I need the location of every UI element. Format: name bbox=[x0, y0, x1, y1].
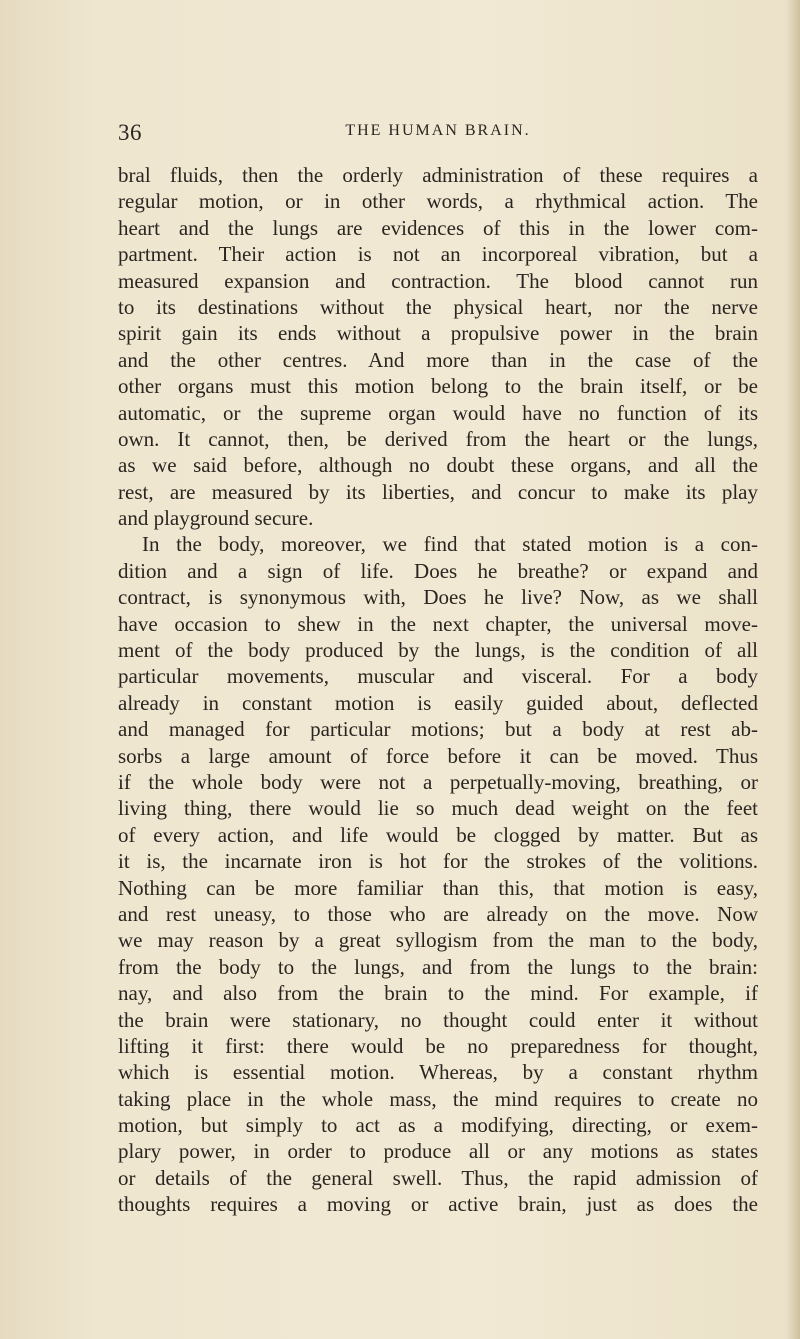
text-line: plary power, in order to produce all or any motions as states bbox=[118, 1139, 758, 1164]
text-line: already in constant motion is easily guided about, deflected bbox=[118, 690, 758, 715]
text-line: Nothing can be more familiar than this, that motion is easy, bbox=[118, 875, 758, 900]
text-line: nay, and also from the brain to the mind. For example, if bbox=[118, 981, 758, 1006]
text-line: living thing, there would lie so much dead weight on the feet bbox=[118, 796, 758, 821]
text-line: lifting it first: there would be no preparedness for thought, bbox=[118, 1033, 758, 1058]
text-line: if the whole body were not a perpetually-moving, breathing, or bbox=[118, 769, 758, 794]
paragraph-end-line: and playground secure. bbox=[118, 506, 314, 531]
text-line: particular movements, muscular and visceral. For a body bbox=[118, 664, 758, 689]
text-line: to its destinations without the physical heart, nor the nerve bbox=[118, 294, 758, 319]
text-line: have occasion to shew in the next chapter, the universal move- bbox=[118, 611, 758, 636]
text-line: we may reason by a great syllogism from the man to the body, bbox=[118, 928, 758, 953]
text-line: contract, is synonymous with, Does he live? Now, as we shall bbox=[118, 585, 758, 610]
text-line: automatic, or the supreme organ would have no function of its bbox=[118, 400, 758, 425]
page-header bbox=[118, 120, 758, 144]
text-line: from the body to the lungs, and from the lungs to the brain: bbox=[118, 954, 758, 979]
text-line: or details of the general swell. Thus, the rapid admission of bbox=[118, 1165, 758, 1190]
paragraph-start-line: In the body, moreover, we find that stated motion is a con- bbox=[142, 532, 758, 557]
text-line: other organs must this motion belong to the brain itself, or be bbox=[118, 374, 758, 399]
text-line: of every action, and life would be clogged by matter. But as bbox=[118, 822, 758, 847]
text-line: and rest uneasy, to those who are already on the move. Now bbox=[118, 901, 758, 926]
text-line: it is, the incarnate iron is hot for the strokes of the volitions. bbox=[118, 849, 758, 874]
text-line: partment. Their action is not an incorporeal vibration, but a bbox=[118, 242, 758, 267]
text-line: ment of the body produced by the lungs, is the condition of all bbox=[118, 638, 758, 663]
text-line: regular motion, or in other words, a rhythmical action. The bbox=[118, 189, 758, 214]
text-line: motion, but simply to act as a modifying, directing, or exem- bbox=[118, 1113, 758, 1138]
text-line: sorbs a large amount of force before it can be moved. Thus bbox=[118, 743, 758, 768]
text-line: spirit gain its ends without a propulsive power in the brain bbox=[118, 321, 758, 346]
text-line: and managed for particular motions; but a body at rest ab- bbox=[118, 717, 758, 742]
text-line: as we said before, although no doubt these organs, and all the bbox=[118, 453, 758, 478]
body-text bbox=[118, 162, 758, 1218]
page-number: 36 bbox=[118, 120, 142, 145]
text-line: and the other centres. And more than in the case of the bbox=[118, 347, 758, 372]
text-line: the brain were stationary, no thought could enter it without bbox=[118, 1007, 758, 1032]
text-line: which is essential motion. Whereas, by a constant rhythm bbox=[118, 1060, 758, 1085]
text-line: heart and the lungs are evidences of this in the lower com- bbox=[118, 215, 758, 240]
text-line: dition and a sign of life. Does he breathe? or expand and bbox=[118, 558, 758, 583]
text-line: thoughts requires a moving or active brain, just as does the bbox=[118, 1192, 758, 1217]
text-line: own. It cannot, then, be derived from the heart or the lungs, bbox=[118, 426, 758, 451]
text-line: taking place in the whole mass, the mind requires to create no bbox=[118, 1086, 758, 1111]
text-line: bral fluids, then the orderly administration of these requires a bbox=[118, 163, 758, 187]
page-edge-shadow bbox=[786, 0, 800, 1339]
running-head: THE HUMAN BRAIN. bbox=[345, 122, 531, 139]
text-line: measured expansion and contraction. The blood cannot run bbox=[118, 268, 758, 293]
text-line: rest, are measured by its liberties, and concur to make its play bbox=[118, 479, 758, 504]
